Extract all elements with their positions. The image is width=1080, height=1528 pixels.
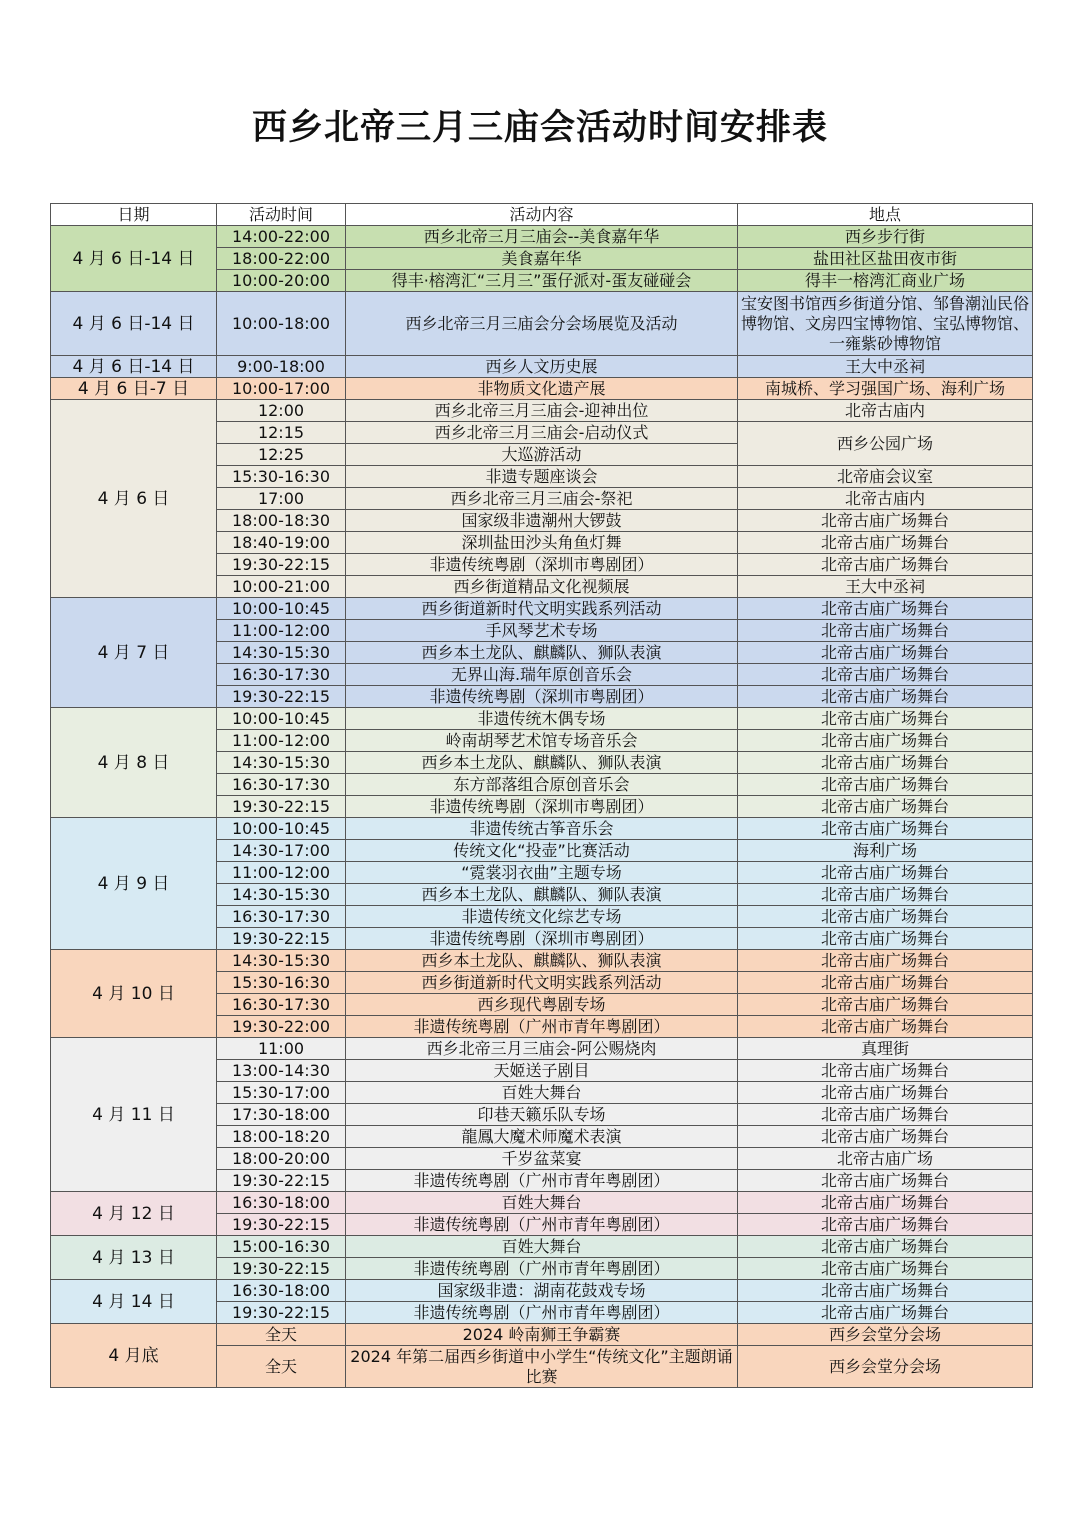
activity-cell: 美食嘉年华 — [346, 248, 738, 270]
location-cell: 北帝古庙广场舞台 — [738, 1258, 1033, 1280]
time-cell: 10:00-10:45 — [217, 598, 346, 620]
time-cell: 9:00-18:00 — [217, 356, 346, 378]
date-cell: 4 月底 — [51, 1324, 217, 1388]
activity-cell: 非遗传统粤剧（广州市青年粤剧团） — [346, 1016, 738, 1038]
table-row — [51, 226, 1033, 248]
time-cell: 13:00-14:30 — [217, 1060, 346, 1082]
location-cell: 王大中丞祠 — [738, 576, 1033, 598]
location-cell: 北帝庙会议室 — [738, 466, 1033, 488]
activity-cell: 2024 年第二届西乡街道中小学生“传统文化”主题朗诵比赛 — [346, 1346, 738, 1388]
activity-cell: 非遗传统粤剧（广州市青年粤剧团） — [346, 1170, 738, 1192]
table-row — [51, 1324, 1033, 1346]
header-activity: 活动内容 — [346, 204, 738, 226]
activity-cell: 非遗传统文化综艺专场 — [346, 906, 738, 928]
location-cell: 北帝古庙广场舞台 — [738, 510, 1033, 532]
table-row — [51, 378, 1033, 400]
activity-cell: 西乡街道精品文化视频展 — [346, 576, 738, 598]
time-cell: 18:00-20:00 — [217, 1148, 346, 1170]
location-cell: 北帝古庙广场舞台 — [738, 1192, 1033, 1214]
time-cell: 19:30-22:15 — [217, 928, 346, 950]
activity-cell: 西乡本土龙队、麒麟队、狮队表演 — [346, 950, 738, 972]
time-cell: 14:30-15:30 — [217, 642, 346, 664]
activity-cell: 西乡北帝三月三庙会-祭祀 — [346, 488, 738, 510]
date-cell: 4 月 6 日-7 日 — [51, 378, 217, 400]
location-cell: 北帝古庙广场舞台 — [738, 928, 1033, 950]
activity-cell: 天姬送子剧目 — [346, 1060, 738, 1082]
activity-cell: 西乡现代粤剧专场 — [346, 994, 738, 1016]
time-cell: 17:30-18:00 — [217, 1104, 346, 1126]
time-cell: 17:00 — [217, 488, 346, 510]
time-cell: 19:30-22:15 — [217, 1214, 346, 1236]
activity-cell: “霓裳羽衣曲”主题专场 — [346, 862, 738, 884]
date-cell: 4 月 14 日 — [51, 1280, 217, 1324]
activity-cell: 印巷天籁乐队专场 — [346, 1104, 738, 1126]
time-cell: 10:00-21:00 — [217, 576, 346, 598]
date-cell: 4 月 6 日-14 日 — [51, 356, 217, 378]
activity-cell: 千岁盆菜宴 — [346, 1148, 738, 1170]
time-cell: 10:00-17:00 — [217, 378, 346, 400]
location-cell: 西乡步行街 — [738, 226, 1033, 248]
activity-cell: 西乡北帝三月三庙会-启动仪式 — [346, 422, 738, 444]
time-cell: 18:40-19:00 — [217, 532, 346, 554]
time-cell: 16:30-17:30 — [217, 774, 346, 796]
time-cell: 11:00-12:00 — [217, 620, 346, 642]
time-cell: 18:00-22:00 — [217, 248, 346, 270]
time-cell: 16:30-18:00 — [217, 1280, 346, 1302]
date-cell: 4 月 11 日 — [51, 1038, 217, 1192]
location-cell: 北帝古庙广场舞台 — [738, 752, 1033, 774]
activity-cell: 非物质文化遗产展 — [346, 378, 738, 400]
location-cell: 北帝古庙广场舞台 — [738, 1302, 1033, 1324]
activity-cell: 东方部落组合原创音乐会 — [346, 774, 738, 796]
table-row — [51, 1236, 1033, 1258]
table-row — [51, 1192, 1033, 1214]
activity-cell: 龍鳳大魔术师魔术表演 — [346, 1126, 738, 1148]
activity-cell: 传统文化“投壶”比赛活动 — [346, 840, 738, 862]
location-cell: 盐田社区盐田夜市街 — [738, 248, 1033, 270]
activity-cell: 非遗传统粤剧（深圳市粤剧团） — [346, 554, 738, 576]
time-cell: 全天 — [217, 1324, 346, 1346]
location-cell: 王大中丞祠 — [738, 356, 1033, 378]
location-cell: 海利广场 — [738, 840, 1033, 862]
date-cell: 4 月 12 日 — [51, 1192, 217, 1236]
time-cell: 10:00-18:00 — [217, 292, 346, 356]
location-cell: 北帝古庙广场舞台 — [738, 620, 1033, 642]
activity-cell: 深圳盐田沙头角鱼灯舞 — [346, 532, 738, 554]
header-date: 日期 — [51, 204, 217, 226]
location-cell: 北帝古庙广场舞台 — [738, 664, 1033, 686]
time-cell: 12:15 — [217, 422, 346, 444]
time-cell: 10:00-10:45 — [217, 818, 346, 840]
location-cell: 北帝古庙广场舞台 — [738, 1170, 1033, 1192]
time-cell: 14:00-22:00 — [217, 226, 346, 248]
date-cell: 4 月 6 日 — [51, 400, 217, 598]
header-time: 活动时间 — [217, 204, 346, 226]
activity-cell: 无界山海.瑞年原创音乐会 — [346, 664, 738, 686]
date-cell: 4 月 9 日 — [51, 818, 217, 950]
activity-cell: 西乡本土龙队、麒麟队、狮队表演 — [346, 884, 738, 906]
location-cell: 北帝古庙广场舞台 — [738, 884, 1033, 906]
date-cell: 4 月 8 日 — [51, 708, 217, 818]
time-cell: 10:00-10:45 — [217, 708, 346, 730]
time-cell: 15:00-16:30 — [217, 1236, 346, 1258]
activity-cell: 非遗传统粤剧（深圳市粤剧团） — [346, 686, 738, 708]
table-row — [51, 598, 1033, 620]
time-cell: 10:00-20:00 — [217, 270, 346, 292]
activity-cell: 百姓大舞台 — [346, 1082, 738, 1104]
time-cell: 19:30-22:15 — [217, 796, 346, 818]
activity-cell: 非遗专题座谈会 — [346, 466, 738, 488]
location-cell: 北帝古庙广场舞台 — [738, 774, 1033, 796]
time-cell: 19:30-22:00 — [217, 1016, 346, 1038]
location-cell: 北帝古庙广场舞台 — [738, 818, 1033, 840]
page-title: 西乡北帝三月三庙会活动时间安排表 — [251, 108, 828, 148]
time-cell: 全天 — [217, 1346, 346, 1388]
schedule-body — [51, 226, 1033, 1388]
location-cell: 北帝古庙广场舞台 — [738, 730, 1033, 752]
time-cell: 16:30-18:00 — [217, 1192, 346, 1214]
location-cell: 北帝古庙广场舞台 — [738, 1280, 1033, 1302]
activity-cell: 西乡北帝三月三庙会分会场展览及活动 — [346, 292, 738, 356]
location-cell: 北帝古庙广场舞台 — [738, 972, 1033, 994]
activity-cell: 非遗传统古筝音乐会 — [346, 818, 738, 840]
location-cell: 北帝古庙广场舞台 — [738, 1214, 1033, 1236]
location-cell: 南城桥、学习强国广场、海利广场 — [738, 378, 1033, 400]
location-cell: 北帝古庙广场舞台 — [738, 1016, 1033, 1038]
date-cell: 4 月 13 日 — [51, 1236, 217, 1280]
time-cell: 14:30-15:30 — [217, 752, 346, 774]
location-cell: 北帝古庙广场舞台 — [738, 598, 1033, 620]
date-cell: 4 月 10 日 — [51, 950, 217, 1038]
location-cell: 北帝古庙广场舞台 — [738, 1126, 1033, 1148]
activity-cell: 西乡北帝三月三庙会-迎神出位 — [346, 400, 738, 422]
activity-cell: 非遗传统粤剧（深圳市粤剧团） — [346, 796, 738, 818]
table-row — [51, 292, 1033, 356]
location-cell: 西乡会堂分会场 — [738, 1324, 1033, 1346]
location-cell: 真理街 — [738, 1038, 1033, 1060]
activity-cell: 西乡北帝三月三庙会-阿公赐烧肉 — [346, 1038, 738, 1060]
activity-cell: 西乡人文历史展 — [346, 356, 738, 378]
time-cell: 11:00-12:00 — [217, 730, 346, 752]
activity-cell: 手风琴艺术专场 — [346, 620, 738, 642]
location-cell: 西乡会堂分会场 — [738, 1346, 1033, 1388]
time-cell: 12:00 — [217, 400, 346, 422]
time-cell: 16:30-17:30 — [217, 906, 346, 928]
time-cell: 11:00-12:00 — [217, 862, 346, 884]
time-cell: 18:00-18:30 — [217, 510, 346, 532]
activity-cell: 西乡街道新时代文明实践系列活动 — [346, 972, 738, 994]
location-cell: 北帝古庙广场舞台 — [738, 906, 1033, 928]
date-cell: 4 月 6 日-14 日 — [51, 292, 217, 356]
date-cell: 4 月 6 日-14 日 — [51, 226, 217, 292]
location-cell: 北帝古庙广场舞台 — [738, 950, 1033, 972]
time-cell: 19:30-22:15 — [217, 1170, 346, 1192]
schedule-table — [50, 203, 1033, 1388]
activity-cell: 西乡街道新时代文明实践系列活动 — [346, 598, 738, 620]
activity-cell: 得丰·榕湾汇“三月三”蛋仔派对-蛋友碰碰会 — [346, 270, 738, 292]
location-cell: 北帝古庙广场舞台 — [738, 1082, 1033, 1104]
table-row — [51, 356, 1033, 378]
time-cell: 19:30-22:15 — [217, 686, 346, 708]
activity-cell: 百姓大舞台 — [346, 1236, 738, 1258]
header-location: 地点 — [738, 204, 1033, 226]
time-cell: 12:25 — [217, 444, 346, 466]
location-cell: 北帝古庙广场舞台 — [738, 686, 1033, 708]
time-cell: 19:30-22:15 — [217, 1302, 346, 1324]
time-cell: 16:30-17:30 — [217, 994, 346, 1016]
table-row — [51, 818, 1033, 840]
location-cell: 北帝古庙广场舞台 — [738, 796, 1033, 818]
activity-cell: 非遗传统木偶专场 — [346, 708, 738, 730]
time-cell: 14:30-15:30 — [217, 884, 346, 906]
activity-cell: 西乡本土龙队、麒麟队、狮队表演 — [346, 752, 738, 774]
location-cell: 北帝古庙内 — [738, 488, 1033, 510]
time-cell: 15:30-16:30 — [217, 466, 346, 488]
location-cell: 北帝古庙广场舞台 — [738, 708, 1033, 730]
table-header-row — [51, 204, 1033, 226]
location-cell: 北帝古庙广场 — [738, 1148, 1033, 1170]
activity-cell: 岭南胡琴艺术馆专场音乐会 — [346, 730, 738, 752]
table-row — [51, 950, 1033, 972]
time-cell: 16:30-17:30 — [217, 664, 346, 686]
date-cell: 4 月 7 日 — [51, 598, 217, 708]
activity-cell: 国家级非遗：湖南花鼓戏专场 — [346, 1280, 738, 1302]
time-cell: 19:30-22:15 — [217, 554, 346, 576]
activity-cell: 国家级非遗潮州大锣鼓 — [346, 510, 738, 532]
time-cell: 18:00-18:20 — [217, 1126, 346, 1148]
activity-cell: 西乡本土龙队、麒麟队、狮队表演 — [346, 642, 738, 664]
location-cell: 北帝古庙广场舞台 — [738, 532, 1033, 554]
activity-cell: 百姓大舞台 — [346, 1192, 738, 1214]
time-cell: 11:00 — [217, 1038, 346, 1060]
activity-cell: 非遗传统粤剧（深圳市粤剧团） — [346, 928, 738, 950]
location-cell: 北帝古庙广场舞台 — [738, 1060, 1033, 1082]
activity-cell: 2024 岭南狮王争霸赛 — [346, 1324, 738, 1346]
location-cell: 北帝古庙广场舞台 — [738, 554, 1033, 576]
activity-cell: 西乡北帝三月三庙会--美食嘉年华 — [346, 226, 738, 248]
time-cell: 14:30-17:00 — [217, 840, 346, 862]
location-cell: 北帝古庙广场舞台 — [738, 1236, 1033, 1258]
location-cell: 北帝古庙广场舞台 — [738, 642, 1033, 664]
location-cell: 西乡公园广场 — [738, 422, 1033, 466]
time-cell: 15:30-17:00 — [217, 1082, 346, 1104]
location-cell: 北帝古庙广场舞台 — [738, 862, 1033, 884]
location-cell: 北帝古庙广场舞台 — [738, 994, 1033, 1016]
activity-cell: 非遗传统粤剧（广州市青年粤剧团） — [346, 1214, 738, 1236]
time-cell: 14:30-15:30 — [217, 950, 346, 972]
location-cell: 宝安图书馆西乡街道分馆、邹鲁潮汕民俗博物馆、文房四宝博物馆、宝弘博物馆、一雍紫砂博物馆 — [738, 292, 1033, 356]
location-cell: 北帝古庙内 — [738, 400, 1033, 422]
activity-cell: 非遗传统粤剧（广州市青年粤剧团） — [346, 1258, 738, 1280]
location-cell: 得丰一榕湾汇商业广场 — [738, 270, 1033, 292]
location-cell: 北帝古庙广场舞台 — [738, 1104, 1033, 1126]
activity-cell: 非遗传统粤剧（广州市青年粤剧团） — [346, 1302, 738, 1324]
table-row — [51, 708, 1033, 730]
table-row — [51, 1038, 1033, 1060]
time-cell: 19:30-22:15 — [217, 1258, 346, 1280]
time-cell: 15:30-16:30 — [217, 972, 346, 994]
activity-cell: 大巡游活动 — [346, 444, 738, 466]
table-row — [51, 1280, 1033, 1302]
table-row — [51, 400, 1033, 422]
